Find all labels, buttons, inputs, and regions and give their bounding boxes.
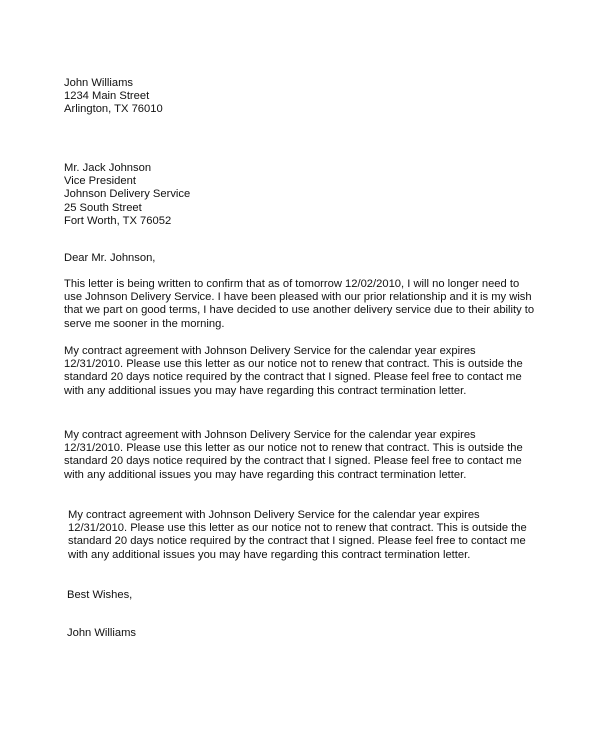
paragraph-line: with any additional issues you may have regarding this contract termination letter.	[64, 384, 467, 397]
paragraph-line: serve me sooner in the morning.	[64, 317, 225, 330]
recipient-name: Mr. Jack Johnson	[64, 162, 152, 174]
recipient-address	[64, 162, 190, 228]
paragraph-line: standard 20 days notice required by the contract that I signed. Please feel free to contact me	[68, 535, 526, 548]
closing: Best Wishes,	[67, 589, 133, 601]
recipient-street: 25 South Street	[64, 201, 142, 214]
paragraph-line: This letter is being written to confirm that as of tomorrow 12/02/2010, I will no longer need to	[64, 278, 520, 290]
recipient-company: Johnson Delivery Service	[64, 188, 191, 201]
paragraph-line: 12/31/2010. Please use this letter as our notice not to renew that contract. This is outside the	[68, 522, 527, 535]
sender-name: John Williams	[64, 77, 134, 89]
recipient-title: Vice President	[64, 175, 136, 188]
body-paragraph-3	[64, 429, 534, 482]
paragraph-line: use Johnson Delivery Service. I have been pleased with our prior relationship and it is my wish	[64, 291, 532, 304]
paragraph-line: My contract agreement with Johnson Delivery Service for the calendar year expires	[64, 345, 476, 357]
paragraph-line: standard 20 days notice required by the contract that I signed. Please feel free to contact me	[64, 371, 522, 384]
sender-address	[64, 77, 163, 117]
paragraph-line: 12/31/2010. Please use this letter as our notice not to renew that contract. This is outside the	[64, 358, 523, 371]
sender-city-state-zip: Arlington, TX 76010	[64, 103, 163, 116]
paragraph-line: with any additional issues you may have regarding this contract termination letter.	[68, 548, 471, 561]
paragraph-line: 12/31/2010. Please use this letter as our notice not to renew that contract. This is outside the	[64, 442, 523, 455]
sender-street: 1234 Main Street	[64, 90, 150, 103]
recipient-city-state-zip: Fort Worth, TX 76052	[64, 214, 172, 227]
body-paragraph-1	[64, 278, 542, 331]
signature-name: John Williams	[67, 627, 137, 639]
paragraph-line: that we part on good terms, I have decided to use another delivery service due to their ability to	[64, 304, 535, 317]
body-paragraph-2	[64, 345, 534, 398]
salutation: Dear Mr. Johnson,	[64, 252, 156, 264]
paragraph-line: standard 20 days notice required by the contract that I signed. Please feel free to contact me	[64, 455, 522, 468]
body-paragraph-4	[68, 509, 534, 562]
paragraph-line: My contract agreement with Johnson Delivery Service for the calendar year expires	[68, 509, 480, 521]
paragraph-line: with any additional issues you may have regarding this contract termination letter.	[64, 468, 467, 481]
paragraph-line: My contract agreement with Johnson Delivery Service for the calendar year expires	[64, 429, 476, 441]
